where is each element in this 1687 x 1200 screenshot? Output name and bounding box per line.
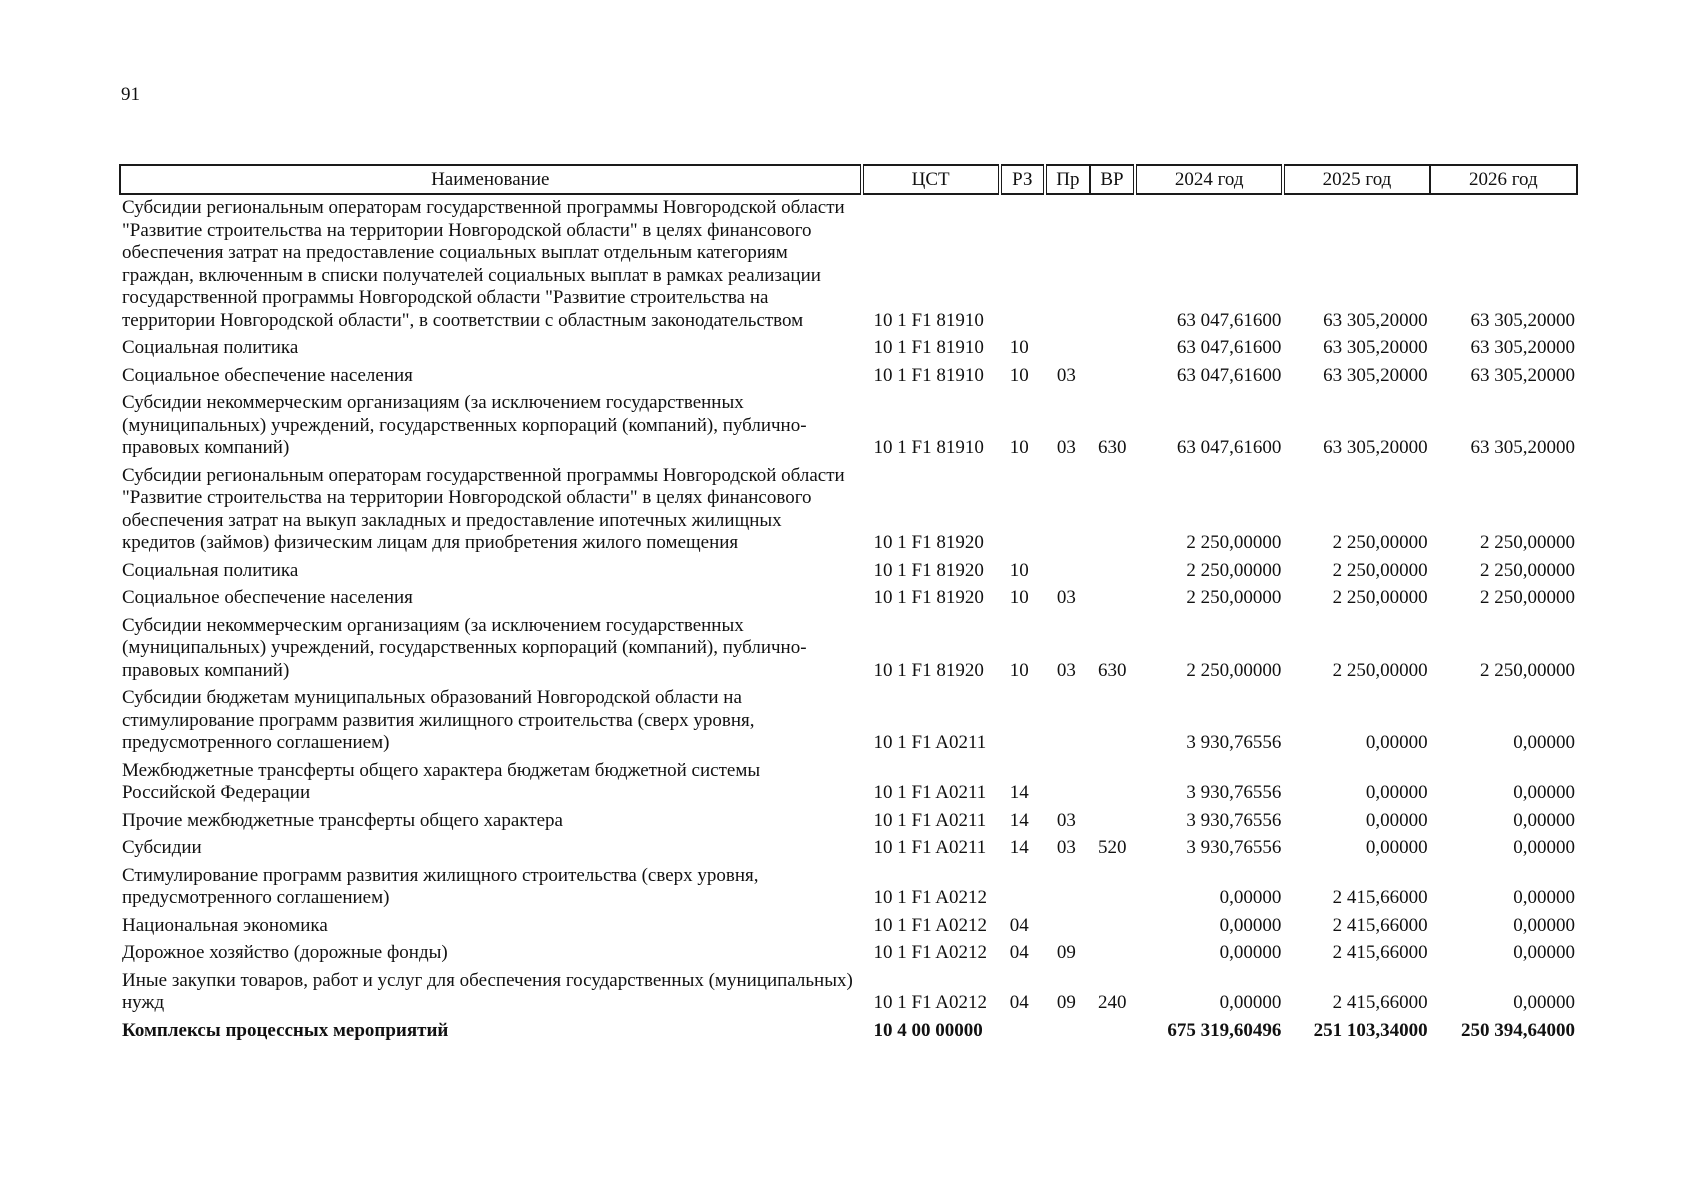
row-vr <box>1090 335 1135 363</box>
row-pr: 03 <box>1056 587 1076 608</box>
row-pr <box>1045 758 1090 808</box>
row-2025: 2 415,66000 <box>1332 914 1428 936</box>
row-pr <box>1045 463 1090 558</box>
row-2024: 3 930,76556 <box>1186 732 1282 753</box>
row-vr <box>1090 363 1135 391</box>
table-row <box>120 463 1577 558</box>
table-row <box>120 685 1577 758</box>
row-2024: 0,00000 <box>1219 992 1282 1013</box>
row-vr <box>1090 558 1135 586</box>
row-name: Национальная экономика <box>122 914 328 936</box>
row-2025: 2 250,00000 <box>1332 532 1428 553</box>
row-vr: 520 <box>1097 837 1127 858</box>
row-2026: 0,00000 <box>1513 732 1575 753</box>
row-2024: 3 930,76556 <box>1186 809 1282 831</box>
table-header <box>120 165 1577 194</box>
row-cst: 10 1 F1 A0211 <box>873 837 987 858</box>
row-2024: 63 047,61600 <box>1176 364 1282 386</box>
row-vr <box>1090 913 1135 941</box>
row-2024: 2 250,00000 <box>1186 559 1282 581</box>
row-2024: 3 930,76556 <box>1186 837 1282 858</box>
row-2025: 63 305,20000 <box>1323 337 1428 358</box>
row-2024: 3 930,76556 <box>1186 782 1282 803</box>
row-2024: 0,00000 <box>1219 942 1282 963</box>
row-2024: 0,00000 <box>1219 914 1282 936</box>
row-rz: 04 <box>1009 914 1029 936</box>
row-vr: 630 <box>1097 437 1127 458</box>
header-vr: ВР <box>1090 165 1135 194</box>
row-2026: 2 250,00000 <box>1480 659 1575 681</box>
row-cst: 10 1 F1 A0212 <box>873 914 988 936</box>
row-pr <box>1045 335 1090 363</box>
row-cst: 10 1 F1 81910 <box>873 364 984 386</box>
row-vr: 240 <box>1097 992 1127 1013</box>
row-rz: 10 <box>1009 364 1029 386</box>
row-name: Социальное обеспечение населения <box>122 587 413 608</box>
row-2025: 2 250,00000 <box>1332 559 1428 581</box>
table-row <box>120 968 1577 1018</box>
table-row <box>120 913 1577 941</box>
row-rz: 04 <box>1009 992 1029 1013</box>
row-name: Субсидии региональным операторам государственной программы Новгородской области "Развитие строительства на территории Новгородской области" в целях финансового обеспечения затрат на выкуп закладных и предоставление ипотечных жилищных кредитов (займов) физическим лицам для приобретения жилого помещения <box>122 464 845 553</box>
table-row <box>120 1018 1577 1046</box>
row-2025: 251 103,34000 <box>1313 1019 1428 1041</box>
row-2026: 2 250,00000 <box>1480 587 1575 608</box>
row-name: Межбюджетные трансферты общего характера бюджетам бюджетной системы Российской Федерации <box>122 759 761 803</box>
row-vr <box>1090 808 1135 836</box>
row-pr <box>1045 558 1090 586</box>
row-pr: 03 <box>1056 437 1076 458</box>
row-2026: 250 394,64000 <box>1461 1019 1575 1041</box>
row-vr: 630 <box>1097 659 1127 681</box>
row-2024: 2 250,00000 <box>1186 587 1282 608</box>
row-2025: 0,00000 <box>1365 809 1428 831</box>
row-vr <box>1090 1018 1135 1046</box>
row-cst: 10 1 F1 A0211 <box>873 782 987 803</box>
table-row <box>120 940 1577 968</box>
row-name: Дорожное хозяйство (дорожные фонды) <box>122 942 448 963</box>
row-2026: 63 305,20000 <box>1470 337 1575 358</box>
header-name: Наименование <box>120 165 862 194</box>
row-name: Субсидии бюджетам муниципальных образований Новгородской области на стимулирование программ развития жилищного строительства (сверх уровня, предусмотренного соглашением) <box>122 687 755 753</box>
table-row <box>120 863 1577 913</box>
row-pr <box>1045 863 1090 913</box>
row-pr <box>1045 194 1090 335</box>
row-cst: 10 1 F1 81920 <box>873 587 984 608</box>
row-2024: 63 047,61600 <box>1176 309 1282 331</box>
row-rz <box>1000 463 1045 558</box>
table-row <box>120 613 1577 686</box>
row-rz <box>1000 863 1045 913</box>
row-name: Стимулирование программ развития жилищного строительства (сверх уровня, предусмотренного соглашением) <box>122 864 759 908</box>
row-2025: 0,00000 <box>1365 837 1428 858</box>
row-2025: 63 305,20000 <box>1323 364 1428 386</box>
row-2026: 2 250,00000 <box>1480 559 1575 581</box>
row-2026: 0,00000 <box>1513 887 1575 908</box>
row-cst: 10 1 F1 A0211 <box>873 732 987 753</box>
row-name: Прочие межбюджетные трансферты общего характера <box>122 809 563 831</box>
row-2025: 63 305,20000 <box>1323 309 1428 331</box>
row-2026: 2 250,00000 <box>1480 532 1575 553</box>
row-cst: 10 1 F1 A0212 <box>873 887 988 908</box>
row-2024: 675 319,60496 <box>1167 1019 1282 1041</box>
row-2026: 63 305,20000 <box>1470 309 1575 331</box>
row-name: Социальная политика <box>122 559 299 581</box>
row-rz: 10 <box>1009 587 1029 608</box>
row-cst: 10 1 F1 81920 <box>873 659 984 681</box>
row-2026: 0,00000 <box>1513 942 1575 963</box>
row-pr: 09 <box>1056 942 1076 963</box>
row-2026: 0,00000 <box>1513 914 1575 936</box>
row-cst: 10 1 F1 81910 <box>873 337 984 358</box>
header-rz: РЗ <box>1000 165 1045 194</box>
row-cst: 10 1 F1 A0212 <box>873 942 988 963</box>
header-2026: 2026 год <box>1430 165 1577 194</box>
row-cst: 10 1 F1 81920 <box>873 532 984 553</box>
row-cst: 10 1 F1 81920 <box>873 559 984 581</box>
row-rz <box>1000 1018 1045 1046</box>
row-2026: 0,00000 <box>1513 992 1575 1013</box>
row-2025: 63 305,20000 <box>1323 437 1428 458</box>
row-cst: 10 4 00 00000 <box>873 1019 983 1041</box>
table-row <box>120 390 1577 463</box>
row-name: Социальное обеспечение населения <box>122 364 413 386</box>
row-2026: 0,00000 <box>1513 837 1575 858</box>
row-2025: 0,00000 <box>1365 782 1428 803</box>
row-pr: 03 <box>1056 837 1076 858</box>
row-rz: 14 <box>1009 782 1029 803</box>
row-name: Субсидии региональным операторам государственной программы Новгородской области "Развитие строительства на территории Новгородской области" в целях финансового обеспечения затрат на предоставление социальных выплат отдельным категориям граждан, включенным в списки получателей социальных выплат в рамках реализации государственной программы Новгородской области "Развитие строительства на территории Новгородской области", в соответствии с областным законодательством <box>122 197 845 331</box>
row-vr <box>1090 863 1135 913</box>
row-pr <box>1045 685 1090 758</box>
header-cst: ЦСТ <box>862 165 1000 194</box>
row-2024: 0,00000 <box>1219 887 1282 908</box>
row-name: Субсидии <box>122 837 202 858</box>
row-pr <box>1045 913 1090 941</box>
row-pr: 03 <box>1056 364 1076 386</box>
row-vr <box>1090 585 1135 613</box>
row-pr: 03 <box>1056 809 1076 831</box>
row-cst: 10 1 F1 A0211 <box>873 809 987 831</box>
page-number: 91 <box>121 84 140 105</box>
table-row <box>120 558 1577 586</box>
row-2024: 63 047,61600 <box>1176 437 1282 458</box>
table-row <box>120 194 1577 335</box>
row-rz: 10 <box>1009 659 1029 681</box>
row-2025: 2 250,00000 <box>1332 659 1428 681</box>
row-vr <box>1090 463 1135 558</box>
row-vr <box>1090 685 1135 758</box>
row-rz: 10 <box>1009 437 1029 458</box>
row-rz <box>1000 685 1045 758</box>
row-2025: 2 250,00000 <box>1332 587 1428 608</box>
table-row <box>120 335 1577 363</box>
table-row <box>120 835 1577 863</box>
row-rz: 14 <box>1009 837 1029 858</box>
row-name: Социальная политика <box>122 337 299 358</box>
row-2024: 2 250,00000 <box>1186 532 1282 553</box>
row-cst: 10 1 F1 81910 <box>873 309 984 331</box>
row-cst: 10 1 F1 81910 <box>873 437 984 458</box>
row-rz: 04 <box>1009 942 1029 963</box>
header-2024: 2024 год <box>1135 165 1283 194</box>
row-cst: 10 1 F1 A0212 <box>873 992 988 1013</box>
row-name: Субсидии некоммерческим организациям (за исключением государственных (муниципальных) учреждений, государственных корпораций (компаний), публично-правовых компаний) <box>122 392 807 458</box>
row-2026: 63 305,20000 <box>1470 364 1575 386</box>
row-pr: 03 <box>1056 659 1076 681</box>
row-vr <box>1090 940 1135 968</box>
row-2024: 63 047,61600 <box>1176 337 1282 358</box>
table-row <box>120 585 1577 613</box>
header-pr: Пр <box>1045 165 1090 194</box>
budget-table <box>119 164 1578 1045</box>
row-2026: 0,00000 <box>1513 782 1575 803</box>
row-pr <box>1045 1018 1090 1046</box>
header-2025: 2025 год <box>1283 165 1429 194</box>
row-name: Субсидии некоммерческим организациям (за исключением государственных (муниципальных) учреждений, государственных корпораций (компаний), публично-правовых компаний) <box>122 614 807 681</box>
row-rz <box>1000 194 1045 335</box>
row-name: Иные закупки товаров, работ и услуг для обеспечения государственных (муниципальных) нужд <box>122 969 853 1013</box>
table-row <box>120 363 1577 391</box>
row-name: Комплексы процессных мероприятий <box>122 1019 449 1041</box>
row-rz: 14 <box>1009 809 1029 831</box>
row-2026: 63 305,20000 <box>1470 437 1575 458</box>
table-row <box>120 758 1577 808</box>
row-2025: 2 415,66000 <box>1332 887 1428 908</box>
row-rz: 10 <box>1009 559 1029 581</box>
row-2026: 0,00000 <box>1513 809 1575 831</box>
row-pr: 09 <box>1056 992 1076 1013</box>
row-2025: 2 415,66000 <box>1332 992 1428 1013</box>
row-2025: 0,00000 <box>1365 732 1428 753</box>
row-vr <box>1090 758 1135 808</box>
table-row <box>120 808 1577 836</box>
row-2024: 2 250,00000 <box>1186 659 1282 681</box>
table-body <box>120 194 1577 1045</box>
row-2025: 2 415,66000 <box>1332 942 1428 963</box>
row-rz: 10 <box>1009 337 1029 358</box>
row-vr <box>1090 194 1135 335</box>
